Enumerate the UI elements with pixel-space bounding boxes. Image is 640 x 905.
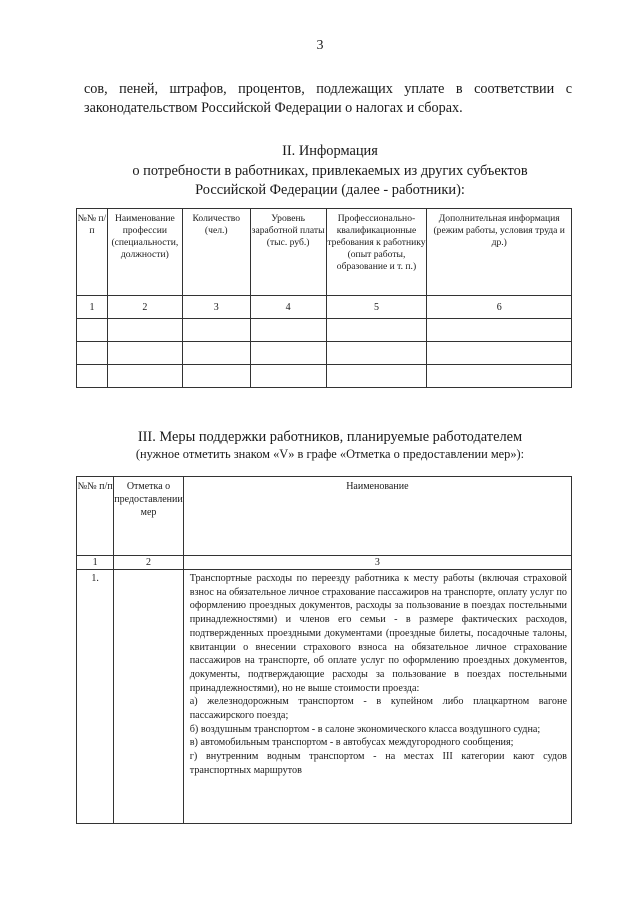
empty-cell[interactable]: [250, 319, 326, 342]
empty-cell[interactable]: [182, 365, 250, 388]
empty-cell[interactable]: [427, 319, 572, 342]
empty-cell[interactable]: [77, 365, 108, 388]
column-number: 3: [182, 296, 250, 319]
header-cell: Наименование: [183, 477, 571, 556]
section3-title: [60, 428, 600, 462]
empty-cell[interactable]: [326, 342, 427, 365]
intro-paragraph: сов, пеней, штрафов, процентов, подлежащих уплате в соответствии с законодательством Российской Федерации о налогах и сборах.: [84, 81, 572, 116]
column-number: 5: [326, 296, 427, 319]
measure-paragraph: б) воздушным транспортом - в салоне экономического класса воздушного судна;: [189, 723, 541, 735]
page-number: 3: [316, 38, 324, 53]
empty-cell[interactable]: [427, 342, 572, 365]
column-number: 2: [114, 556, 183, 570]
empty-cell[interactable]: [107, 319, 182, 342]
column-number: 3: [183, 556, 571, 570]
column-number: 1: [77, 556, 114, 570]
empty-cell[interactable]: [326, 319, 427, 342]
measure-paragraph: г) внутренним водным транспортом - на местах III категории кают судов транспортных маршрутов: [189, 751, 567, 776]
table-row: [77, 342, 572, 365]
section2-title-line: о потребности в работниках, привлекаемых из других субъектов: [132, 162, 528, 179]
table-row: [77, 570, 572, 824]
header-cell: Количество (чел.): [182, 209, 250, 296]
mark-cell[interactable]: [114, 570, 183, 824]
empty-cell[interactable]: [250, 365, 326, 388]
measure-paragraph: в) автомобильным транспортом - в автобусах междугородного сообщения;: [189, 737, 514, 749]
empty-cell[interactable]: [182, 319, 250, 342]
section2-title-line: II. Информация: [282, 143, 378, 159]
row-number: 1.: [77, 570, 114, 824]
column-number: 1: [77, 296, 108, 319]
header-cell: Профессионально-квалификационные требования к работнику (опыт работы, образование и т. п.): [326, 209, 427, 296]
empty-cell[interactable]: [77, 342, 108, 365]
column-number-row: [77, 296, 572, 319]
section3-subtitle: (нужное отметить знаком «V» в графе «Отметка о предоставлении мер»):: [135, 447, 525, 461]
column-number: 6: [427, 296, 572, 319]
empty-cell[interactable]: [107, 342, 182, 365]
table-row: [77, 319, 572, 342]
column-number: 4: [250, 296, 326, 319]
section2-title: [60, 142, 600, 201]
measure-description: [183, 570, 571, 824]
empty-cell[interactable]: [77, 319, 108, 342]
header-cell: №№ п/п: [77, 477, 114, 556]
column-number: 2: [107, 296, 182, 319]
table-row: [77, 365, 572, 388]
empty-cell[interactable]: [250, 342, 326, 365]
section3-heading: III. Меры поддержки работников, планируемые работодателем: [137, 429, 523, 445]
measure-paragraph: Транспортные расходы по переезду работника к месту работы (включая страховой взнос на обязательное личное страхование пассажиров на транспорте, оплату услуг по оформлению проездных документов, расходы за пользование в поездах постельными принадлежностями) и членов его семьи - в размере фактических расходов, подтвержденных проездными документами (проездные билеты, посадочные талоны, квитанции о внесении страхового взноса на обязательное личное страхование пассажиров на транспорте, об оплате услуг по оформлению проездных документов, документы, подтверждающие расходы за пользование в поездах постельными принадлежностями), но не выше стоимости проезда:: [189, 573, 567, 694]
table-header-row: [77, 477, 572, 556]
section2-title-line: Российской Федерации (далее - работники):: [195, 182, 465, 198]
column-number-row: [77, 556, 572, 570]
header-cell: Отметка о предоставлении мер: [114, 477, 183, 556]
header-cell: №№ п/п: [77, 209, 108, 296]
header-cell: Наименование профессии (специальности, должности): [107, 209, 182, 296]
empty-cell[interactable]: [326, 365, 427, 388]
empty-cell[interactable]: [107, 365, 182, 388]
workers-demand-table: [76, 208, 572, 388]
header-cell: Дополнительная информация (режим работы, условия труда и др.): [427, 209, 572, 296]
support-measures-table: [76, 476, 572, 824]
empty-cell[interactable]: [427, 365, 572, 388]
header-cell: Уровень заработной платы (тыс. руб.): [250, 209, 326, 296]
empty-cell[interactable]: [182, 342, 250, 365]
measure-paragraph: а) железнодорожным транспортом - в купейном либо плацкартном вагоне пассажирского поезда;: [189, 696, 567, 722]
table-header-row: [77, 209, 572, 296]
